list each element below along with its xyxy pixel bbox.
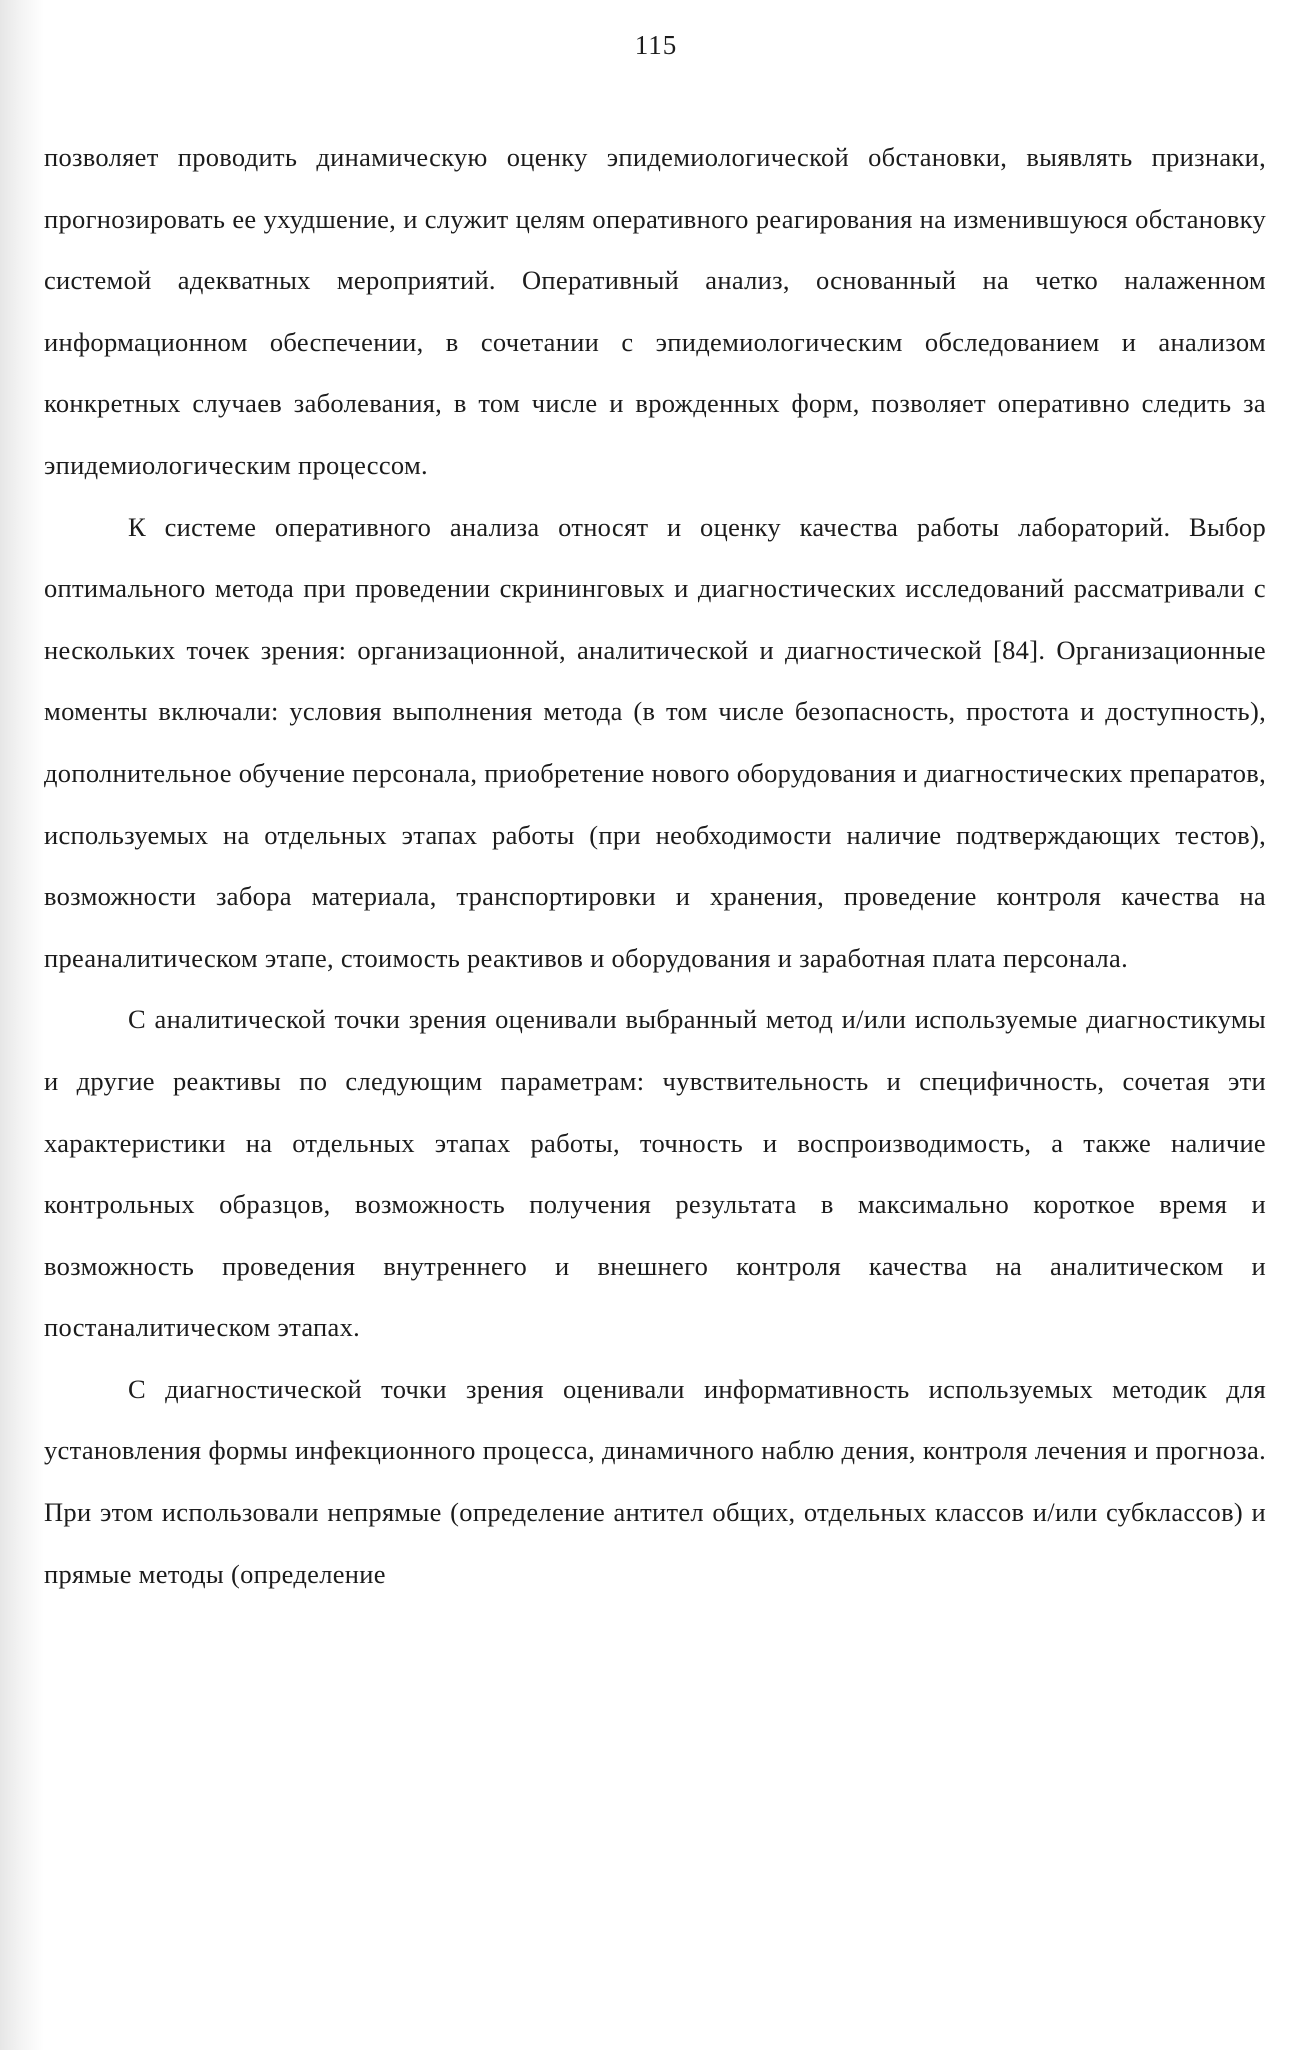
paragraph-3: С аналитической точки зрения оценивали выбранный метод и/или используемые диагностикумы и другие реактивы по следующим параметрам: чувствительность и специфичность, сочетая эти характеристики на отдельных этапах работы, точность и воспроизводимость, а также наличие контрольных образцов, возможность получения результата в максимально короткое время и возможность проведения внутреннего и внешнего контроля качества на аналитическом и постаналитическом этапах. — [44, 1004, 1266, 1343]
scan-shadow-edge — [0, 0, 44, 2050]
paragraph-1: позволяет проводить динамическую оценку эпидемиологической обстановки, выявлять признаки, прогнозировать ее ухудшение, и служит целям оперативного реагирования на изменившуюся обстановку системой адекватных мероприятий. Оперативный анализ, основанный на четко налаженном информационном обеспечении, в сочетании с эпидемиологическим обследованием и анализом конкретных случаев заболевания, в том числе и врожденных форм, позволяет оперативно следить за эпидемиологическим процессом. — [44, 142, 1266, 480]
page-number: 115 — [634, 30, 678, 60]
paragraph-4: С диагностической точки зрения оценивали информативность используемых методик для установления формы инфекционного процесса, динамичного наблю дения, контроля лечения и прогноза. При этом использовали непрямые (определение антител общих, отдельных классов и/или субклассов) и прямые методы (определение — [44, 1373, 1266, 1589]
paragraph-2: К системе оперативного анализа относят и оценку качества работы лабораторий. Выбор оптимального метода при проведении скрининговых и диагностических исследований рассматривали с нескольких точек зрения: организационной, аналитической и диагностической [84]. Организационные моменты включали: условия выполнения метода (в том числе безопасность, простота и доступность), дополнительное обучение персонала, приобретение нового оборудования и диагностических препаратов, используемых на отдельных этапах работы (при необходимости наличие подтверждающих тестов), возможности забора материала, транспортировки и хранения, проведение контроля качества на преаналитическом этапе, стоимость реактивов и оборудования и заработная плата персонала. — [44, 511, 1266, 973]
page-body — [44, 127, 1266, 1605]
